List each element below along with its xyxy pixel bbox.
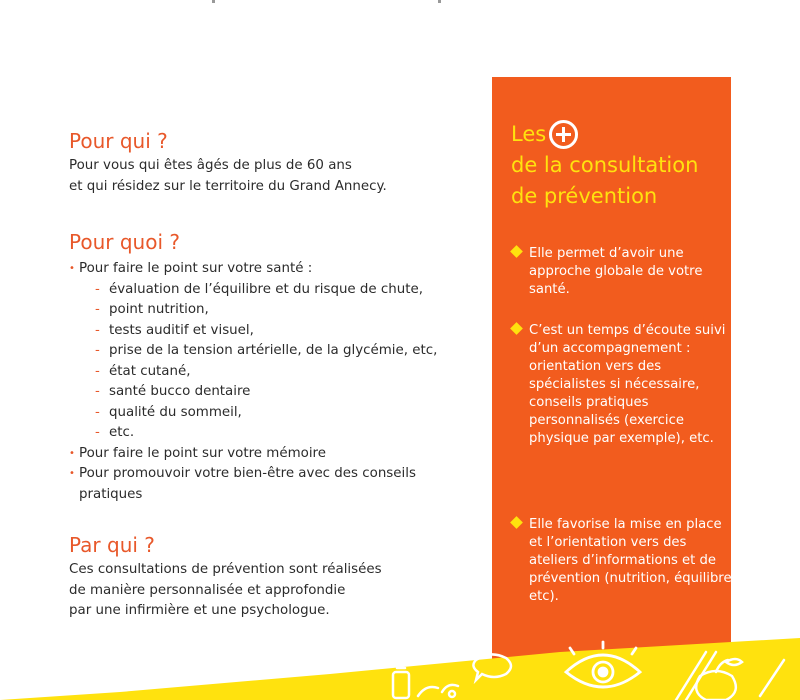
cropped-text-fragment [212,0,442,4]
text-line: Ces consultations de prévention sont réalisées [69,562,382,577]
panel-list-item [510,322,739,448]
text-line: de manière personnalisée et approfondie [69,582,346,598]
diamond-bullet-icon [510,245,523,258]
sub-list-item: - etc. [79,423,469,444]
diamond-bullet-icon [510,322,523,335]
plus-circle-icon [549,120,578,149]
panel-title-line3: de prévention [511,184,658,208]
section-pour-quoi [69,229,469,505]
section-pour-qui [69,128,469,197]
sub-list-item: - santé bucco dentaire [79,382,469,403]
sub-list-item: - état cutané, [79,362,469,383]
panel-item-text: Elle favorise la mise en place et l’orientation vers des ateliers d’informations et de prévention (nutrition, équilibre, etc). [529,517,736,604]
diamond-bullet-icon [510,516,523,529]
sub-list [79,280,469,444]
list-item: • Pour faire le point sur votre mémoire [69,444,469,465]
sub-list-item: - qualité du sommeil, [79,403,469,424]
panel-item-text: Elle permet d’avoir une approche globale de votre santé. [529,246,703,297]
sub-list-item: - prise de la tension artérielle, de la glycémie, etc, [79,341,469,362]
section-title: Pour qui ? [69,129,168,153]
paragraph [69,156,469,197]
section-title: Pour quoi ? [69,230,180,254]
text-line: Pour vous qui êtes âgés de plus de 60 ans [69,158,352,173]
list-item [69,259,469,444]
panel-list-item [510,245,739,299]
panel-item-text: C’est un temps d’écoute suivi d’un accompagnement : orientation vers des spécialistes si nécessaire, conseils pratiques personnalisés (exercice physique par exemple), etc. [529,323,726,446]
sub-list-item: - tests auditif et visuel, [79,321,469,342]
text-line: par une infirmière et une psychologue. [69,603,330,618]
panel-title-line1 [511,119,726,150]
panel-list-item [510,516,739,606]
section-title: Par qui ? [69,533,155,557]
bottom-decoration [0,630,800,700]
sub-list-item: - évaluation de l’équilibre et du risque de chute, [79,280,469,301]
sub-list-item: - point nutrition, [79,300,469,321]
bullet-text: Pour faire le point sur votre santé : [79,261,313,276]
panel-title-line2: de la consultation [511,153,699,177]
benefits-panel [492,77,736,677]
bullet-list [69,259,469,505]
list-item: • Pour promouvoir votre bien-être avec des conseils pratiques [69,464,469,505]
text-line: et qui résidez sur le territoire du Grand Annecy. [69,178,387,194]
panel-title-prefix: Les [511,122,547,146]
section-par-qui [69,532,469,622]
panel-title [511,119,726,212]
paragraph [69,560,469,622]
